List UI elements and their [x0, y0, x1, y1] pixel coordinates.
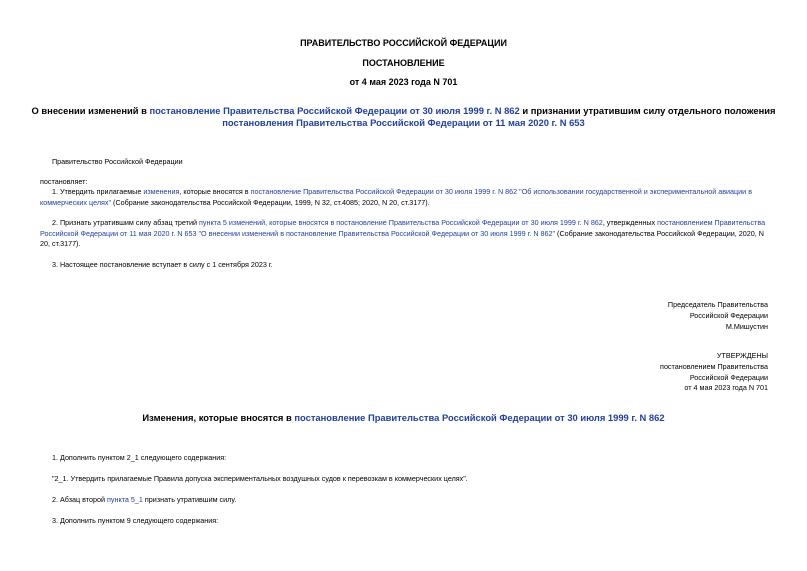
approved-line-1: УТВЕРЖДЕНЫ — [716, 351, 768, 360]
title-prefix: О внесении изменений в — [31, 105, 150, 116]
link-point-5-changes[interactable]: пункта 5 изменений, которые вносятся в постановление Правительства Российской Федерации от 30 июля 1999 г. N 862 — [199, 218, 603, 227]
changes-title-prefix: Изменения, которые вносятся в — [142, 412, 295, 423]
title-link-decree-653[interactable]: постановления Правительства Российской Федерации от 11 мая 2020 г. N 653 — [222, 117, 585, 128]
intro-text: Правительство Российской Федерации — [52, 157, 183, 166]
change-2-text-b: признать утратившим силу. — [142, 495, 237, 504]
approved-line-2: постановлением Правительства — [660, 361, 768, 371]
link-decree-653[interactable]: постановлением Правительства Российской Федерации от 11 мая 2020 г. N 653 "О внесении изменений в постановление Правительства Российской Федерации от 30 июля 1999 г. N 862" — [40, 218, 766, 238]
changes-title — [0, 412, 807, 424]
item-2 — [40, 218, 770, 250]
change-3: 3. Дополнить пунктом 9 следующего содержания: — [52, 516, 219, 525]
date-number: от 4 мая 2023 года N 701 — [349, 77, 458, 87]
signature-block — [668, 300, 768, 332]
approved-line-3: Российской Федерации — [689, 372, 768, 382]
title-middle: и признании утратившим силу отдельного положения — [519, 105, 776, 116]
item-1 — [40, 187, 770, 208]
signature-line-2: Российской Федерации — [689, 310, 768, 320]
changes-title-link[interactable]: постановление Правительства Российской Федерации от 30 июля 1999 г. N 862 — [294, 412, 665, 423]
change-2-text-a: 2. Абзац второй — [52, 495, 108, 504]
item-2-text-b: , утвержденных — [602, 218, 658, 227]
document-title — [30, 105, 777, 129]
link-decree-862-commercial[interactable]: постановление Правительства Российской Федерации от 30 июля 1999 г. N 862 "Об использовании государственной и экспериментальной авиации в коммерческих целях" — [40, 187, 753, 207]
link-changes[interactable]: изменения — [143, 187, 180, 196]
item-1-text-a: 1. Утвердить прилагаемые — [52, 187, 144, 196]
government-heading: ПРАВИТЕЛЬСТВО РОССИЙСКОЙ ФЕДЕРАЦИИ — [300, 38, 507, 48]
change-2 — [40, 495, 770, 506]
signature-line-3: М.Мишустин — [725, 321, 768, 331]
change-1-quote: "2_1. Утвердить прилагаемые Правила допуска экспериментальных воздушных судов к перевозкам в коммерческих целях". — [52, 474, 468, 483]
approved-block — [660, 351, 768, 394]
item-2-text-c: (Собрание законодательства Российской Федерации, 2020, N 20, ст.3177). — [40, 228, 764, 248]
change-1: 1. Дополнить пунктом 2_1 следующего содержания: — [52, 453, 227, 462]
item-1-text-c: (Собрание законодательства Российской Федерации, 1999, N 32, ст.4085; 2020, N 20, ст.3177). — [111, 197, 430, 207]
title-link-decree-862[interactable]: постановление Правительства Российской Федерации от 30 июля 1999 г. N 862 — [149, 105, 520, 116]
item-3: 3. Настоящее постановление вступает в силу с 1 сентября 2023 г. — [52, 260, 273, 269]
link-point-5-1[interactable]: пункта 5_1 — [107, 495, 143, 504]
approved-line-4: от 4 мая 2023 года N 701 — [684, 383, 768, 393]
item-2-text-a: 2. Признать утратившим силу абзац третий — [52, 218, 199, 227]
decree-word: постановляет: — [40, 177, 88, 186]
doc-type-heading: ПОСТАНОВЛЕНИЕ — [362, 58, 445, 68]
signature-line-1: Председатель Правительства — [667, 300, 768, 309]
item-1-text-b: , которые вносятся в — [179, 187, 251, 196]
